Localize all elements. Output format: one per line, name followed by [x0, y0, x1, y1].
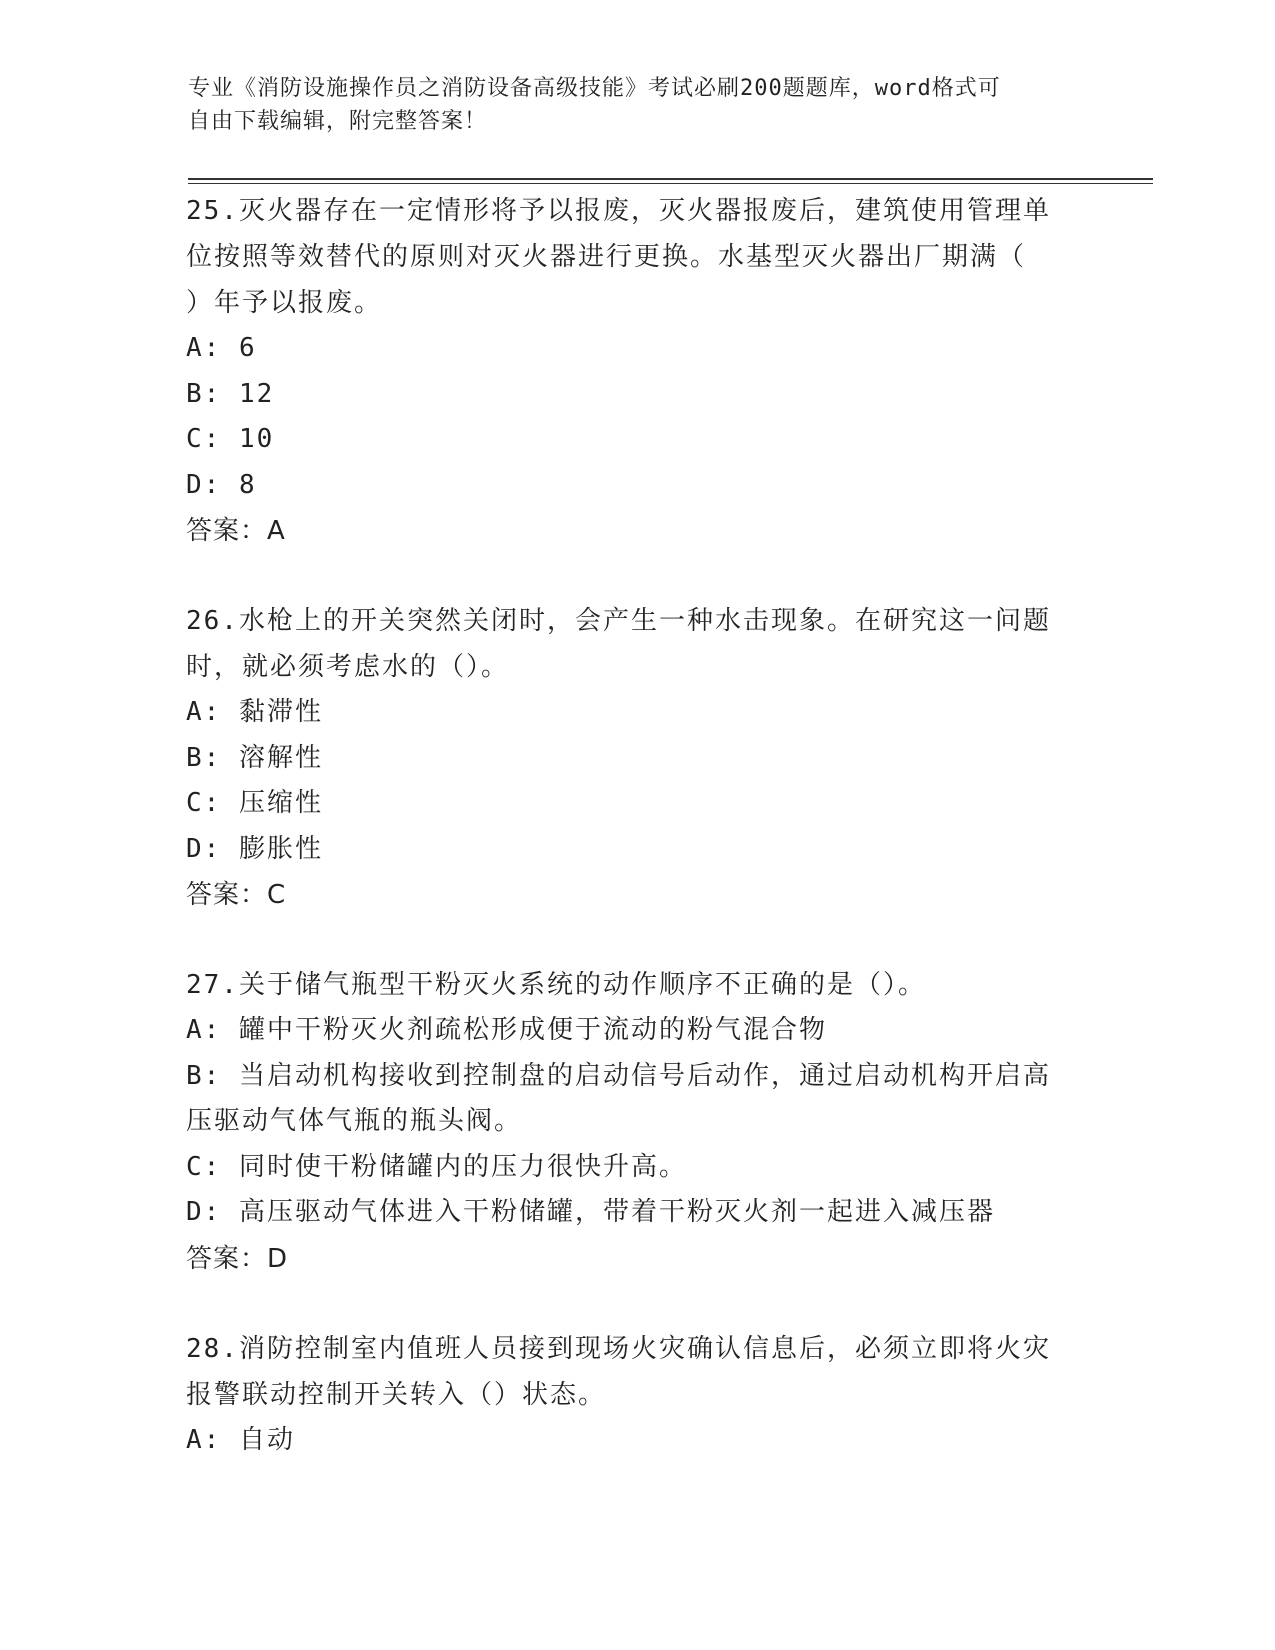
answer: 答案：A	[186, 516, 286, 546]
document-header	[188, 72, 1068, 138]
option-c: C: 10	[186, 424, 275, 454]
question-25	[186, 188, 1086, 554]
option-c: C: 同时使干粉储罐内的压力很快升高。	[186, 1151, 687, 1182]
question-text: 位按照等效替代的原则对灭火器进行更换。水基型灭火器出厂期满（	[186, 242, 1027, 272]
question-text: ）年予以报废。	[186, 288, 383, 318]
question-text: 27.关于储气瓶型干粉灭火系统的动作顺序不正确的是（）。	[186, 970, 926, 1000]
question-list	[186, 188, 1086, 1463]
answer: 答案：C	[186, 880, 287, 910]
question-text: 时，就必须考虑水的（）。	[186, 652, 510, 682]
question-text: 25.灭火器存在一定情形将予以报废，灭火器报废后，建筑使用管理单	[186, 196, 1051, 226]
option-d: D: 膨胀性	[186, 833, 323, 864]
option-b-continued: 压驱动气体气瓶的瓶头阀。	[186, 1106, 523, 1136]
header-line-1: 专业《消防设施操作员之消防设备高级技能》考试必刷200题题库，word格式可	[188, 76, 1001, 101]
question-26	[186, 598, 1086, 918]
option-d: D: 8	[186, 469, 257, 500]
option-d: D: 高压驱动气体进入干粉储罐，带着干粉灭火剂一起进入减压器	[186, 1197, 995, 1227]
answer: 答案：D	[186, 1243, 289, 1274]
header-divider-thick	[188, 178, 1153, 180]
question-text: 26.水枪上的开关突然关闭时，会产生一种水击现象。在研究这一问题	[186, 606, 1051, 636]
question-27	[186, 962, 1086, 1282]
question-text: 28.消防控制室内值班人员接到现场火灾确认信息后，必须立即将火灾	[186, 1333, 1051, 1364]
option-c: C: 压缩性	[186, 788, 323, 818]
option-a: A: 自动	[186, 1424, 295, 1455]
spacer	[186, 1282, 1086, 1326]
option-b: B: 当启动机构接收到控制盘的启动信号后动作，通过启动机构开启高	[186, 1060, 1051, 1091]
question-text: 报警联动控制开关转入（）状态。	[186, 1379, 607, 1410]
option-a: A: 黏滞性	[186, 697, 323, 727]
header-line-2: 自由下载编辑，附完整答案！	[188, 109, 488, 134]
header-divider-thin	[188, 183, 1153, 184]
option-b: B: 溶解性	[186, 742, 323, 773]
option-a: A: 罐中干粉灭火剂疏松形成便于流动的粉气混合物	[186, 1015, 827, 1045]
option-a: A: 6	[186, 333, 257, 363]
spacer	[186, 554, 1086, 598]
spacer	[186, 918, 1086, 962]
question-28	[186, 1326, 1086, 1464]
option-b: B: 12	[186, 378, 275, 409]
